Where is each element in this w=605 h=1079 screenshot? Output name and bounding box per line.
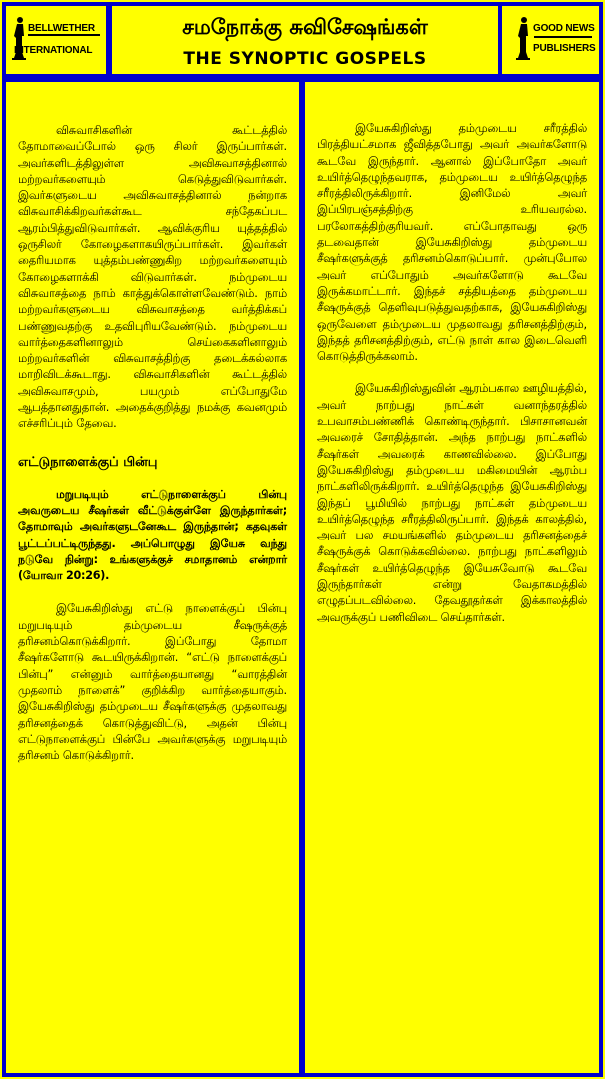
right-paragraph-1: இயேசுகிறிஸ்து தம்முடைய சரீரத்தில் பிரத்தியட்சமாக ஜீவித்தபோது அவர் அவர்களோடு கூடவே இருந்தார். ஆனால் இப்போதோ அவர் உயிர்த்தெழுந்தவராக, தம்முடைய உயிர்த்தெழுந்த சரீரத்திலிருக்கிறார். இனிமேல் அவர் இப்பிரபஞ்சத்திற்கு உரியவரல்ல. பரலோகத்திற்குரியவர். எப்போதாவது ஒரு தடவைதான் இயேசுகிறிஸ்து தம்முடைய சீஷர்களுக்குத் தரிசனம்கொடுப்பார். முன்புபோல அவர் எப்போதும் அவர்களோடு கூடவே இருக்கமாட்டார். இந்தச் சத்தியத்தை தம்முடைய சீஷருக்குத் தெளிவுபடுத்துவதற்காக, இயேசுகிறிஸ்து ஒருவேளை தம்முடைய முதலாவது தரிசனத்திற்கும், இந்தத் தரிசனத்திற்கும், எட்டு நாள் கால இடைவெளி கொடுத்திருக்கலாம். bbox=[317, 121, 587, 364]
title-box bbox=[112, 6, 498, 74]
left-paragraph-1: விசுவாசிகளின் கூட்டத்தில் தோமாவைப்போல் ஒரு சிலர் இருப்பார்கள். அவர்களிடத்திலுள்ள அவிசுவாசத்தினால் மற்றவர்களையும் கெடுத்துவிடுவார்கள். இவர்களுடைய அவிசுவாசத்தினால் நன்றாக விசுவாசிக்கிறவர்கள்கூட சந்தேகப்பட ஆரம்பித்துவிடுவார்கள். ஆவிக்குரிய யுத்தத்தில் ஒருசிலர் கோழைகளாகயிருப்பார்கள். இவர்கள் தைரியமாக யுத்தம்பண்ணுகிற மற்றவர்களையும் கோழைகளாக்கி விடுவார்கள். நம்முடைய விசுவாசத்தை நாம் காத்துக்கொள்ளவேண்டும். நாம் மற்றவர்களுடைய விசுவாசத்தை வர்த்திக்கப் பண்ணுவதற்கு உதவிபுரியவேண்டும். நம்முடைய வார்த்தைகளினாலும் செய்கைகளினாலும் மற்றவர்களின் விசுவாசத்திற்கு தடைக்கல்லாக மாறிவிடக்கூடாது. விசுவாசிகளின் கூட்டத்தில் அவிசுவாசமும், பயமும் எப்போதுமே ஆபத்தானதுதான். அதைக்குறித்து நமக்கு கவனமும் எச்சரிப்பும் தேவை. bbox=[18, 123, 287, 431]
content-frame bbox=[2, 78, 603, 1077]
logo-text-international: INTERNATIONAL bbox=[14, 45, 93, 56]
right-paragraph-2: இயேசுகிறிஸ்துவின் ஆரம்பகால ஊழியத்தில், அவர் நாற்பது நாட்கள் வனாந்தரத்தில் உபவாசம்பண்ணிக் கொண்டிருந்தார். பிசாசானவன் அவரைச் சோதித்தான். அந்த நாற்பது நாட்களில் சீஷர்கள் அவரைக் காணவில்லை. இப்போது இயேசுகிறிஸ்து தம்முடைய மகிமையின் ஆரம்ப நாட்களிலிருக்கிறார். உயிர்த்தெழுந்த இயேசுகிறிஸ்து இந்தப் பூமியில் நாற்பது நாட்கள் தம்முடைய உயிர்த்தெழுந்த சரீரத்திலிருப்பார். இந்தக் காலத்தில், அவர் பல சமயங்களில் தம்முடைய தரிசனத்தைச் சீஷருக்குக் கொடுக்கவில்லை. நாற்பது நாட்களிலும் சீஷர்கள் உயிர்த்தெழுந்த இயேசுவோடு கூடவே இருந்தார்கள் என்று வேதாகமத்தில் எழுதப்படவில்லை. தேவதூதர்கள் இக்காலத்தில் அவருக்குப் பணிவிடை செய்தார்கள். bbox=[317, 381, 587, 624]
page-header bbox=[2, 2, 603, 78]
left-paragraph-2: இயேசுகிறிஸ்து எட்டு நாளைக்குப் பின்பு மறுபடியும் தம்முடைய சீஷருக்குத் தரிசனம்கொடுக்கிறார். இப்போது தோமா சீஷர்களோடு கூடயிருக்கிறான். “எட்டு நாளைக்குப் பின்பு” என்னும் வார்த்தையானது “வாரத்தின் முதலாம் நாளைக்” குறிக்கிற வார்த்தையாகும். இயேசுகிறிஸ்து தம்முடைய சீஷர்களுக்கு முதலாவது தரிசனத்தைக் கொடுத்துவிட்டு, அதன் பின்பு எட்டுநாளைக்குப் பின்பே அவர்களுக்கு மறுபடியும் தரிசனம் கொடுக்கிறார். bbox=[18, 601, 287, 763]
section-heading: எட்டுநாளைக்குப் பின்பு bbox=[18, 454, 158, 470]
good-news-figure-icon bbox=[516, 16, 530, 60]
publisher-logo-left bbox=[6, 6, 106, 74]
scripture-verse: மறுபடியும் எட்டுநாளைக்குப் பின்பு அவருடைய சீஷர்கள் வீட்டுக்குள்ளே இருந்தார்கள்; தோமாவும் அவர்களுடனேகூட இருந்தான்; கதவுகள் பூட்டப்பட்டிருந்தது. அப்பொழுது இயேசு வந்து நடுவே நின்று: உங்களுக்குச் சமாதானம் என்றார் (யோவா 20:26). bbox=[18, 487, 287, 583]
page-title-tamil: சமநோக்கு சுவிசேஷங்கள் bbox=[182, 15, 428, 39]
logo-divider bbox=[534, 36, 592, 38]
logo-text-publishers: PUBLISHERS bbox=[533, 43, 596, 54]
left-column bbox=[6, 82, 299, 1073]
right-column bbox=[305, 82, 599, 1073]
spacer bbox=[18, 584, 287, 600]
logo-text-good-news: GOOD NEWS bbox=[533, 23, 595, 34]
logo-text-bellwether: BELLWETHER bbox=[28, 23, 95, 34]
page-title-english: THE SYNOPTIC GOSPELS bbox=[183, 49, 427, 69]
publisher-logo-right bbox=[502, 6, 599, 74]
